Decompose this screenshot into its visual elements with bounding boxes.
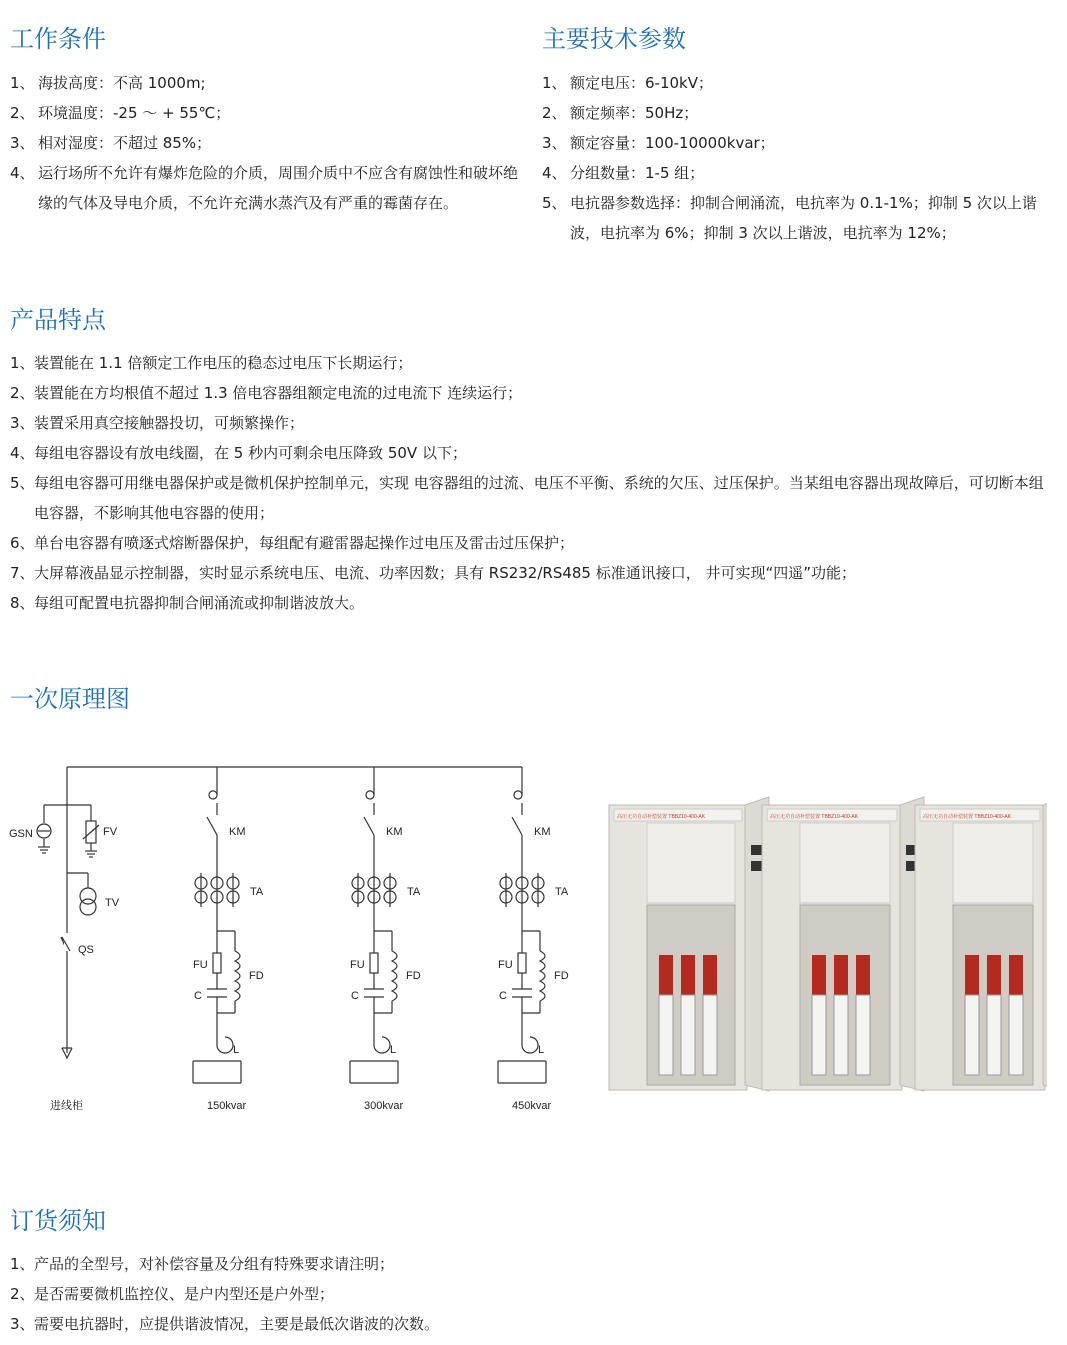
work-conditions-list bbox=[10, 68, 520, 218]
order-notes-list bbox=[10, 1249, 1055, 1339]
list-item: 5、 电抗器参数选择：抑制合闸涌流，电抗率为 0.1-1%；抑制 5 次以上谐波，电抗率为 6%；抑制 3 次以上谐波，电抗率为 12%； bbox=[542, 194, 1037, 242]
list-item: 2、 环境温度：-25 ～ + 55℃； bbox=[10, 104, 231, 122]
branch-caption: 300kvar bbox=[364, 1100, 404, 1112]
work-conditions-title: 工作条件 bbox=[10, 25, 106, 53]
branch-fd-label: FD bbox=[554, 970, 569, 982]
branch-fu-label: FU bbox=[498, 959, 513, 971]
list-item: 1、 装置能在 1.1 倍额定工作电压的稳态过电压下长期运行； bbox=[10, 354, 413, 372]
list-item: 3、 相对湿度：不超过 85%； bbox=[10, 134, 212, 152]
tv-label: TV bbox=[105, 897, 120, 909]
list-item: 4、 每组电容器设有放电线圈，在 5 秒内可剩余电压降致 50V 以下； bbox=[10, 444, 467, 462]
cabinet bbox=[915, 797, 1047, 1091]
list-item: 1、 额定电压：6-10kV； bbox=[542, 74, 713, 92]
features-list bbox=[10, 348, 1055, 618]
features-title: 产品特点 bbox=[10, 306, 106, 334]
branch-caption: 150kvar bbox=[207, 1100, 247, 1112]
cabinet-label: 高压无功自动补偿装置 TBBZ10-400-AK bbox=[617, 814, 706, 820]
incoming-caption: 进线柜 bbox=[50, 1100, 83, 1112]
branch-fd-label: FD bbox=[249, 970, 264, 982]
branch-l-label: L bbox=[233, 1044, 240, 1056]
list-item: 3、 需要电抗器时，应提供谐波情况，主要是最低次谐波的次数。 bbox=[10, 1315, 440, 1333]
branch-c-label: C bbox=[499, 990, 507, 1002]
order-notes-title: 订货须知 bbox=[10, 1207, 106, 1235]
gsn-label: GSN bbox=[9, 828, 33, 840]
cabinet-label: 高压无功自动补偿装置 TBBZ10-400-AK bbox=[923, 814, 1012, 820]
list-item: 6、 单台电容器有喷逐式熔断器保护，每组配有避雷器起操作过电压及雷击过压保护； bbox=[10, 534, 575, 552]
qs-label: QS bbox=[78, 944, 94, 956]
tech-params-title: 主要技术参数 bbox=[542, 25, 686, 53]
branch-circuit bbox=[498, 767, 546, 1083]
cabinet-photo bbox=[607, 795, 1047, 1095]
branch-fu-label: FU bbox=[193, 959, 208, 971]
branch-c-label: C bbox=[351, 990, 359, 1002]
branch-l-label: L bbox=[538, 1044, 545, 1056]
branch-caption: 450kvar bbox=[512, 1100, 552, 1112]
branch-km-label: KM bbox=[534, 826, 551, 838]
branch-km-label: KM bbox=[386, 826, 403, 838]
single-line-diagram bbox=[0, 755, 600, 1120]
list-item: 7、 大屏幕液晶显示控制器，实时显示系统电压、电流、功率因数；具有 RS232/RS485 标准通讯接口， 井可实现“四遥”功能； bbox=[10, 564, 857, 582]
list-item: 5、 每组电容器可用继电器保护或是微机保护控制单元，实现 电容器组的过流、电压不平衡、系统的欠压、过压保护。当某组电容器出现故障后，可切断本组电容器，不影响其他电容器的使用； bbox=[10, 474, 1044, 522]
tech-params-list bbox=[542, 68, 1052, 248]
cabinet bbox=[609, 797, 769, 1091]
list-item: 3、 额定容量：100-10000kvar； bbox=[542, 134, 775, 152]
branch-l-label: L bbox=[390, 1044, 397, 1056]
cabinet bbox=[762, 797, 924, 1091]
list-item: 4、 分组数量：1-5 组； bbox=[542, 164, 705, 182]
cabinet-label: 高压无功自动补偿装置 TBBZ10-400-AK bbox=[770, 814, 859, 820]
branch-ta-label: TA bbox=[250, 886, 264, 898]
list-item: 1、 海拔高度：不高 1000m; bbox=[10, 74, 206, 92]
list-item: 2、 额定频率：50Hz； bbox=[542, 104, 699, 122]
branch-ta-label: TA bbox=[407, 886, 421, 898]
branch-c-label: C bbox=[194, 990, 202, 1002]
list-item: 3、 装置采用真空接触器投切，可频繁操作； bbox=[10, 414, 305, 432]
fv-label: FV bbox=[103, 826, 118, 838]
list-item: 4、 运行场所不允许有爆炸危险的介质，周围介质中不应含有腐蚀性和破坏绝缘的气体及导电介质，不允许充满水蒸汽及有严重的霉菌存在。 bbox=[10, 164, 519, 212]
branch-km-label: KM bbox=[229, 826, 246, 838]
list-item: 8、 每组可配置电抗器抑制合闸涌流或抑制谐波放大。 bbox=[10, 594, 365, 612]
branch-ta-label: TA bbox=[555, 886, 569, 898]
list-item: 2、 是否需要微机监控仪、是户内型还是户外型； bbox=[10, 1285, 335, 1303]
branch-fd-label: FD bbox=[406, 970, 421, 982]
branch-fu-label: FU bbox=[350, 959, 365, 971]
diagram-title: 一次原理图 bbox=[10, 685, 130, 713]
list-item: 2、 装置能在方均根值不超过 1.3 倍电容器组额定电流的过电流下 连续运行； bbox=[10, 384, 523, 402]
branch-circuit bbox=[350, 767, 398, 1083]
branch-circuit bbox=[193, 767, 241, 1083]
list-item: 1、 产品的全型号，对补偿容量及分组有特殊要求请注明； bbox=[10, 1255, 395, 1273]
